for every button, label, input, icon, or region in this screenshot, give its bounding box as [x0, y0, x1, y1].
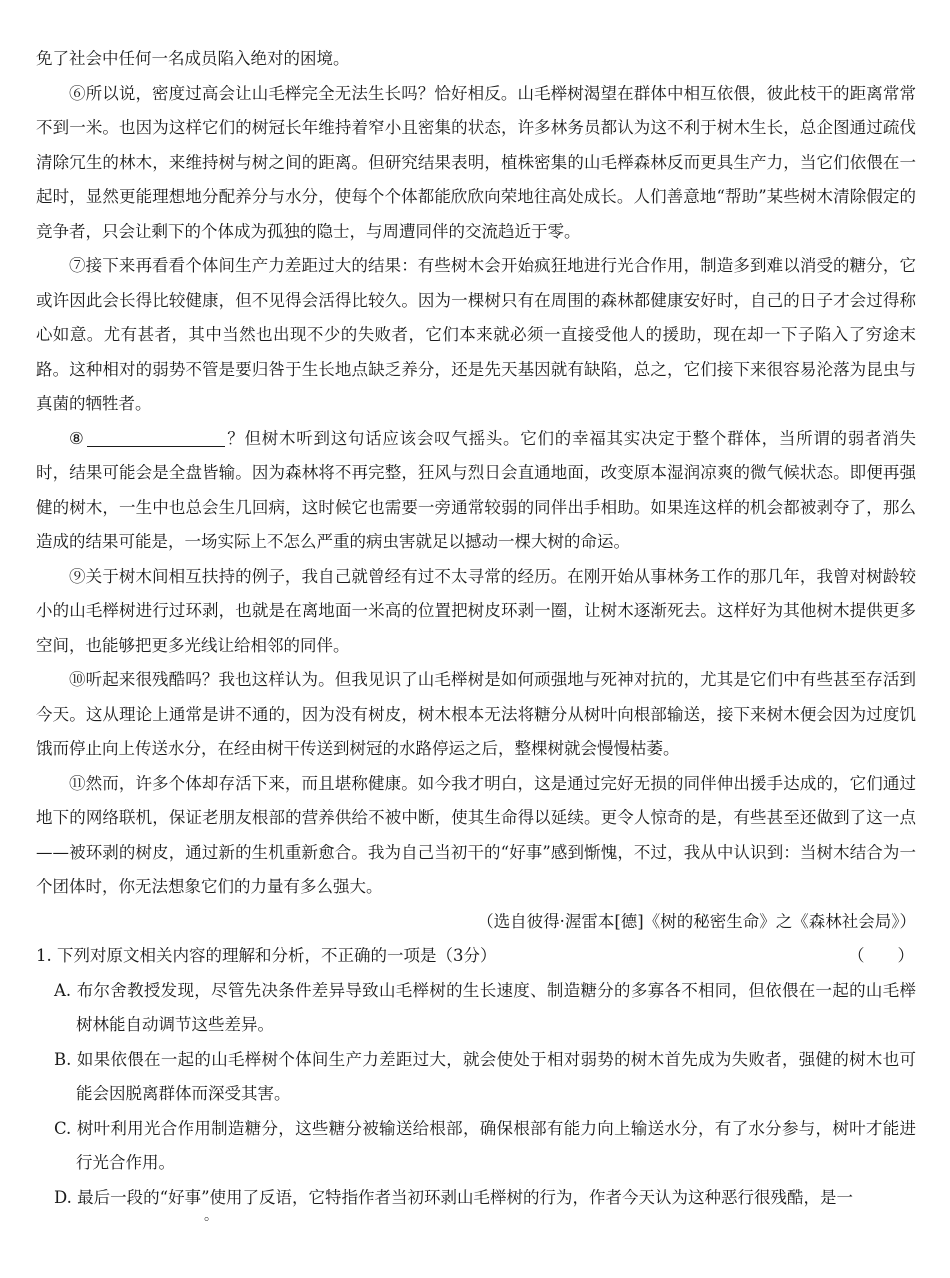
paragraph-8-text: ？但树木听到这句话应该会叹气摇头。它们的幸福其实决定于整个群体，当所谓的弱者消失时，结果可能会是全盘皆输。因为森林将不再完整，狂风与烈日会直通地面，改变原本湿润凉爽的微气候状态。即便再强健的树木，一生中也总会生几回病，这时候它也需要一旁通常较弱的同伴出手相助。如果连这样的机会都被剥夺了，那么造成的结果可能是，一场实际上不怎么严重的病虫害就足以撼动一棵大树的命运。 — [36, 428, 916, 551]
source-citation: （选自彼得·渥雷本[德]《树的秘密生命》之《森林社会局》） — [477, 911, 916, 931]
paragraph-9: ⑨关于树木间相互扶持的例子，我自己就曾经有过不太寻常的经历。在刚开始从事林务工作的那几年，我曾对树龄较小的山毛榉树进行过环剥，也就是在离地面一米高的位置把树皮环剥一圈，让树木逐渐死去。这样好为其他树木提供更多空间，也能够把更多光线让给相邻的同伴。 — [36, 566, 916, 655]
stray-mark: 。 — [204, 1208, 218, 1224]
document-page — [36, 0, 916, 1215]
fill-in-blank — [87, 429, 225, 447]
paragraph-11: ⑪然而，许多个体却存活下来，而且堪称健康。如今我才明白，这是通过完好无损的同伴伸出援手达成的，它们通过地下的网络联机，保证老朋友根部的营养供给不被中断，使其生命得以延续。更令人惊奇的是，有些甚至还做到了这一点——被环剥的树皮，通过新的生机重新愈合。我为自己当初干的“好事”感到惭愧，不过，我从中认识到：当树木结合为一个团体时，你无法想象它们的力量有多么强大。 — [36, 773, 916, 896]
question-stem — [36, 939, 916, 974]
paragraph-7: ⑦接下来再看看个体间生产力差距过大的结果：有些树木会开始疯狂地进行光合作用，制造多到难以消受的糖分，它或许因此会长得比较健康，但不见得会活得比较久。因为一棵树只有在周围的森林都健康安好时，自己的日子才会过得称心如意。尤有甚者，其中当然也出现不少的失败者，它们本来就必须一直接受他人的援助，现在却一下子陷入了穷途末路。这种相对的弱势不管是要归咎于生长地点缺乏养分，还是先天基因就有缺陷，总之，它们接下来很容易沦落为昆虫与真菌的牺牲者。 — [36, 256, 916, 413]
option-d: D. 最后一段的“好事”使用了反语，它特指作者当初环剥山毛榉树的行为，作者今天认为这种恶行很残酷，是一 — [54, 1187, 854, 1207]
paragraph-continuation: 免了社会中任何一名成员陷入绝对的困境。 — [36, 49, 350, 68]
paragraph-8-number: ⑧ — [69, 428, 85, 448]
paragraph-10: ⑩听起来很残酷吗？我也这样认为。但我见识了山毛榉树是如何顽强地与死神对抗的，尤其是它们中有些甚至存活到今天。这从理论上通常是讲不通的，因为没有树皮，树木根本无法将糖分从树叶向根部输送，接下来树木便会因为过度饥饿而停止向上传送水分，在经由树干传送到树冠的水路停运之后，整棵树就会慢慢枯萎。 — [36, 670, 916, 758]
option-c: C. 树叶利用光合作用制造糖分，这些糖分被输送给根部，确保根部有能力向上输送水分，有了水分参与，树叶才能进行光合作用。 — [54, 1118, 916, 1172]
option-b: B. 如果依偎在一起的山毛榉树个体间生产力差距过大，就会使处于相对弱势的树木首先成为失败者，强健的树木也可能会因脱离群体而深受其害。 — [54, 1049, 916, 1103]
option-a: A. 布尔舍教授发现，尽管先决条件差异导致山毛榉树的生长速度、制造糖分的多寡各不相同，但依偎在一起的山毛榉树林能自动调节这些差异。 — [54, 980, 916, 1034]
answer-parentheses: （ ） — [848, 946, 914, 965]
paragraph-8 — [36, 422, 916, 560]
question-text: 1. 下列对原文相关内容的理解和分析，不正确的一项是（3分） — [36, 946, 497, 965]
paragraph-6: ⑥所以说，密度过高会让山毛榉完全无法生长吗？恰好相反。山毛榉树渴望在群体中相互依偎，彼此枝干的距离常常不到一米。也因为这样它们的树冠长年维持着窄小且密集的状态，许多林务员都认为这不利于树木生长，总企图通过疏伐清除冗生的林木，来维持树与树之间的距离。但研究结果表明，植株密集的山毛榉森林反而更具生产力，当它们依偎在一起时，显然更能理想地分配养分与水分，使每个个体都能欣欣向荣地往高处成长。人们善意地“帮助”某些树木清除假定的竞争者，只会让剩下的个体成为孤独的隐士，与周遭同伴的交流趋近于零。 — [36, 83, 916, 241]
